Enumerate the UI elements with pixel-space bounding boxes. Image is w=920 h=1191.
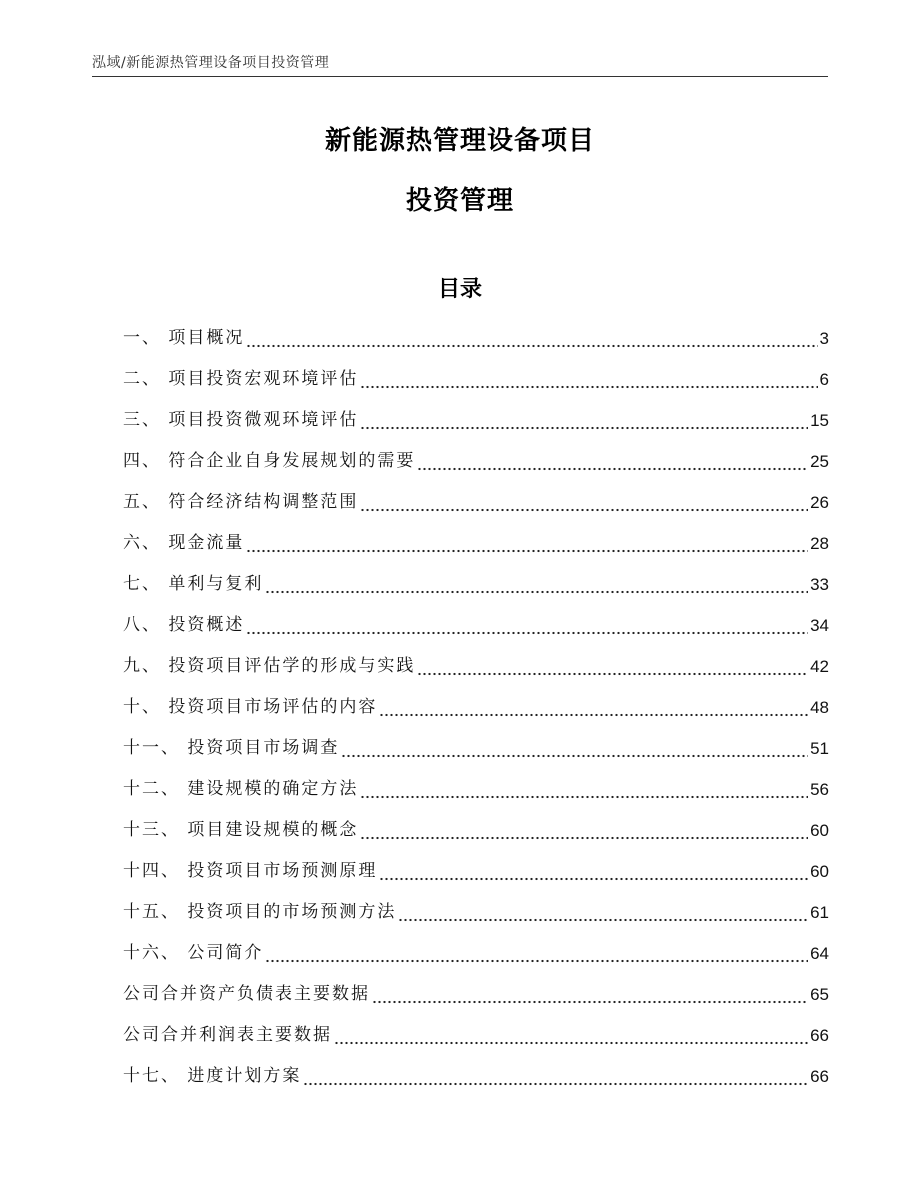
toc-entry[interactable] [123, 810, 829, 851]
dot-leader [360, 822, 808, 840]
toc-entry[interactable] [123, 564, 829, 605]
dot-leader [372, 986, 808, 1004]
toc-entry-page: 60 [810, 821, 829, 840]
dot-leader [265, 945, 808, 963]
dot-leader [417, 658, 808, 676]
toc-entry-page: 34 [810, 616, 829, 635]
toc-entry[interactable] [123, 482, 829, 523]
toc-entry[interactable] [123, 1056, 829, 1097]
toc-entry-page: 48 [810, 698, 829, 717]
toc-entry-page: 15 [810, 411, 829, 430]
toc-entry-label: 十六、 公司简介 [123, 943, 264, 963]
dot-leader [379, 699, 808, 717]
dot-leader [265, 576, 808, 594]
toc-entry-label: 二、 项目投资宏观环境评估 [123, 369, 359, 389]
toc-entry-page: 26 [810, 493, 829, 512]
dot-leader [341, 740, 808, 758]
toc-entry-page: 61 [810, 903, 829, 922]
toc-entry-label: 十五、 投资项目的市场预测方法 [123, 902, 397, 922]
toc-entry-label: 七、 单利与复利 [123, 574, 264, 594]
toc-entry-label: 五、 符合经济结构调整范围 [123, 492, 359, 512]
dot-leader [417, 453, 808, 471]
dot-leader [303, 1068, 808, 1086]
toc-entry[interactable] [123, 646, 829, 687]
toc-entry-label: 一、 项目概况 [123, 328, 245, 348]
toc-entry-page: 51 [810, 739, 829, 758]
dot-leader [360, 494, 808, 512]
toc-entry[interactable] [123, 933, 829, 974]
toc-entry[interactable] [123, 400, 829, 441]
toc-entry[interactable] [123, 892, 829, 933]
toc-entry-label: 九、 投资项目评估学的形成与实践 [123, 656, 416, 676]
dot-leader [246, 535, 808, 553]
toc-entry-page: 28 [810, 534, 829, 553]
toc-entry-label: 八、 投资概述 [123, 615, 245, 635]
dot-leader [334, 1027, 808, 1045]
running-header: 泓域/新能源热管理设备项目投资管理 [92, 55, 330, 71]
toc-entry-label: 十四、 投资项目市场预测原理 [123, 861, 378, 881]
toc-entry-page: 56 [810, 780, 829, 799]
toc-entry[interactable] [123, 318, 829, 359]
toc-entry-label: 十三、 项目建设规模的概念 [123, 820, 359, 840]
toc-entry[interactable] [123, 1015, 829, 1056]
toc-entry-page: 60 [810, 862, 829, 881]
toc-entry-page: 33 [810, 575, 829, 594]
toc-entry-page: 25 [810, 452, 829, 471]
toc-entry-page: 66 [810, 1067, 829, 1086]
toc-entry[interactable] [123, 605, 829, 646]
table-of-contents [123, 318, 829, 1097]
toc-entry-label: 三、 项目投资微观环境评估 [123, 410, 359, 430]
toc-entry-label: 十二、 建设规模的确定方法 [123, 779, 359, 799]
toc-heading: 目录 [437, 277, 482, 302]
toc-entry[interactable] [123, 728, 829, 769]
toc-entry[interactable] [123, 441, 829, 482]
toc-entry-page: 6 [819, 370, 829, 389]
dot-leader [360, 412, 808, 430]
toc-entry-page: 66 [810, 1026, 829, 1045]
toc-entry-label: 十七、 进度计划方案 [123, 1066, 302, 1086]
toc-entry-label: 十、 投资项目市场评估的内容 [123, 697, 378, 717]
dot-leader [379, 863, 808, 881]
toc-entry-page: 65 [810, 985, 829, 1004]
toc-entry[interactable] [123, 523, 829, 564]
toc-entry-label: 公司合并利润表主要数据 [123, 1025, 332, 1045]
dot-leader [398, 904, 808, 922]
toc-entry-label: 六、 现金流量 [123, 533, 245, 553]
document-subtitle: 投资管理 [405, 186, 514, 216]
toc-entry[interactable] [123, 359, 829, 400]
toc-entry[interactable] [123, 974, 829, 1015]
toc-entry-label: 四、 符合企业自身发展规划的需要 [123, 451, 416, 471]
dot-leader [360, 371, 817, 389]
toc-entry-page: 64 [810, 944, 829, 963]
toc-entry-page: 42 [810, 657, 829, 676]
toc-entry[interactable] [123, 851, 829, 892]
toc-entry-label: 公司合并资产负债表主要数据 [123, 984, 370, 1004]
toc-entry-page: 3 [819, 329, 829, 348]
toc-entry[interactable] [123, 687, 829, 728]
dot-leader [246, 617, 808, 635]
toc-entry-label: 十一、 投资项目市场调查 [123, 738, 340, 758]
header-divider [92, 76, 828, 77]
dot-leader [246, 330, 817, 348]
toc-entry[interactable] [123, 769, 829, 810]
dot-leader [360, 781, 808, 799]
document-title: 新能源热管理设备项目 [324, 126, 595, 156]
